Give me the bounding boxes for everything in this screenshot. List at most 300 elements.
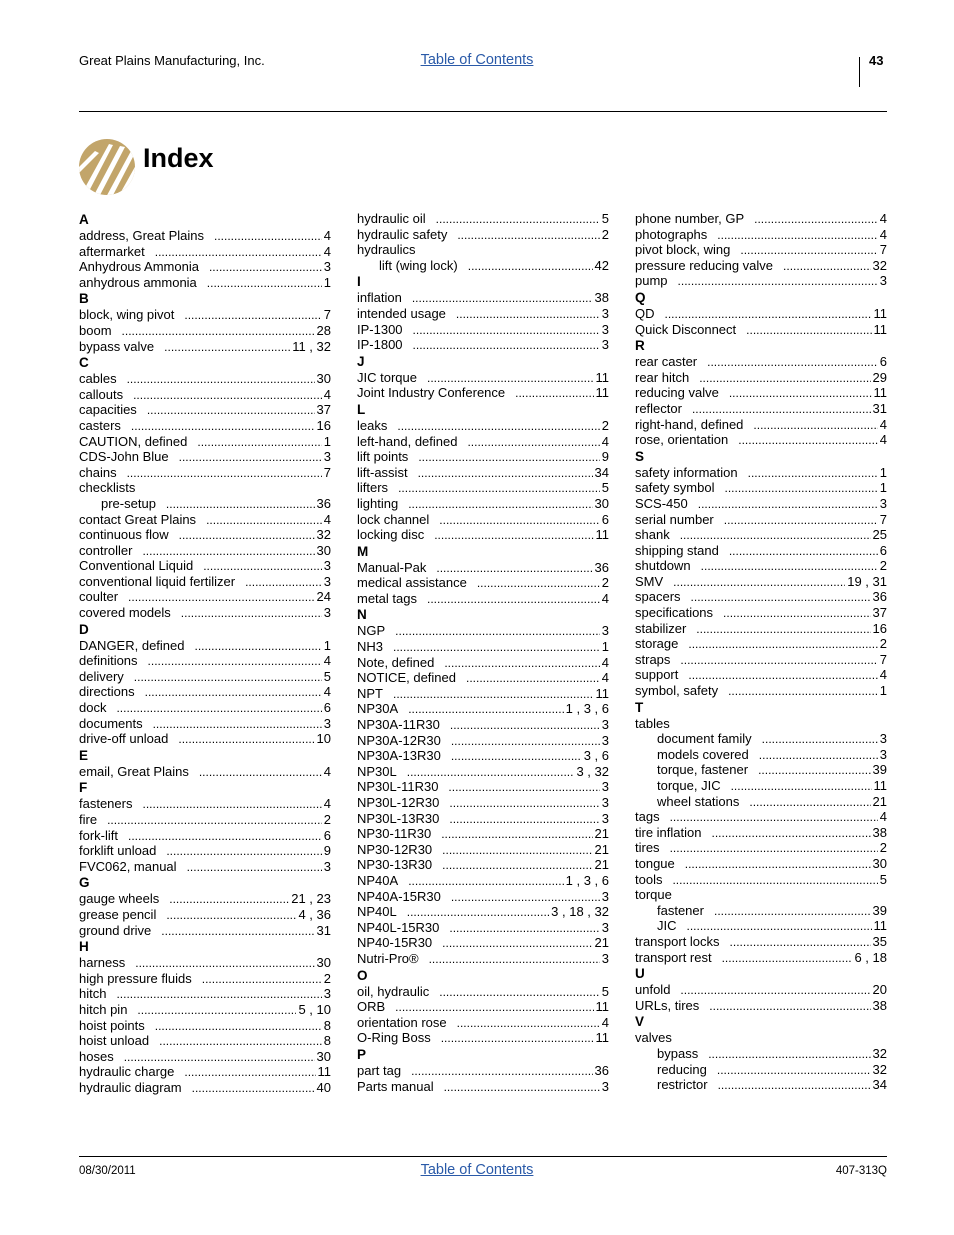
entry-page-numbers[interactable]: 7 [879,511,887,527]
entry-term: NP30A [357,701,399,717]
dot-leader [731,778,872,795]
entry-page-numbers[interactable]: 3 [601,732,609,748]
entry-page-numbers[interactable]: 37 [872,605,887,621]
entry-term: NP30A-11R30 [357,717,440,733]
entry-page-numbers[interactable]: 6 [601,511,609,527]
entry-page-numbers[interactable]: 4 [601,590,609,606]
section-letter: T [635,699,644,715]
section-letter: E [79,747,89,763]
index-entry [79,843,331,859]
entry-term: Parts manual [357,1078,434,1094]
entry-term: contact Great Plains [79,511,197,527]
section-letter: F [79,780,88,796]
entry-term: NP30L-12R30 [357,795,440,810]
entry-page-numbers[interactable]: 29 [872,369,887,385]
entry-page-numbers[interactable]: 11 [595,369,609,385]
dot-leader [128,589,315,606]
index-entry [635,809,887,825]
entry-page-numbers[interactable]: 3 [323,986,331,1002]
index-column-2 [357,211,609,1094]
entry-page-numbers[interactable]: 2 [601,226,609,242]
entry-page-numbers[interactable]: 2 [879,840,887,856]
entry-page-numbers[interactable]: 11 [595,527,609,543]
entry-term: NOTICE, defined [357,670,456,686]
index-entry [79,480,331,496]
entry-term: torque, JIC [657,778,721,793]
entry-page-numbers[interactable]: 3 [323,449,331,465]
entry-term: metal tags [357,590,417,606]
entry-term: NP30A-12R30 [357,732,441,748]
entry-term: checklists [79,480,136,496]
entry-term: pressure reducing valve [635,257,774,273]
entry-page-numbers[interactable]: 3 [601,321,609,337]
index-entry [357,748,609,764]
entry-term: ORB [357,999,386,1015]
dot-leader [436,560,592,577]
entry-page-numbers[interactable]: 36 [872,589,887,605]
dot-leader [436,211,600,228]
entry-page-numbers[interactable]: 7 [879,651,887,667]
entry-term: drive-off unload [79,731,169,747]
index-subentry [635,918,887,934]
entry-term: SMV [635,573,664,589]
entry-page-numbers[interactable]: 25 [872,527,887,543]
entry-page-numbers[interactable]: 11 [873,305,887,321]
dot-leader [665,306,872,323]
dot-leader [135,955,314,972]
dot-leader [442,857,592,874]
entry-term: callouts [79,386,124,402]
index-column-3 [635,211,887,1093]
company-name: Great Plains Manufacturing, Inc. [79,53,265,68]
entry-page-numbers[interactable]: 1 [323,433,331,449]
entry-page-numbers[interactable]: 32 [872,257,887,273]
entry-page-numbers[interactable]: 7 [323,464,331,480]
dot-leader [691,589,871,606]
entry-page-numbers[interactable]: 2 [323,970,331,986]
entry-page-numbers[interactable]: 4 [601,670,609,686]
entry-term: restrictor [657,1077,708,1093]
index-entry [635,417,887,433]
entry-page-numbers[interactable]: 11 [595,685,609,701]
entry-page-numbers[interactable]: 11 [873,385,887,401]
dot-leader [699,370,870,387]
dot-leader [450,717,600,734]
entry-page-numbers[interactable]: 1 [879,480,887,496]
entry-term: CAUTION, defined [79,433,188,449]
entry-page-numbers[interactable]: 35 [872,933,887,949]
entry-page-numbers[interactable]: 11 [595,999,609,1015]
entry-page-numbers[interactable]: 4 [879,211,887,226]
dot-leader [441,1030,594,1047]
index-entry [357,242,609,258]
dot-leader [418,449,599,466]
table-of-contents-link-top[interactable]: Table of Contents [420,52,534,68]
section-letter: R [635,338,645,354]
index-entry [357,1015,609,1031]
entry-page-numbers[interactable]: 7 [323,307,331,323]
entry-page-numbers[interactable]: 32 [316,527,331,543]
entry-page-numbers[interactable]: 3 [601,919,609,935]
dot-leader [155,244,322,261]
entry-page-numbers[interactable]: 3 [323,605,331,621]
entry-page-numbers[interactable]: 11 [595,385,609,401]
entry-page-numbers[interactable]: 4 [323,796,331,812]
entry-page-numbers[interactable]: 16 [316,417,331,433]
entry-page-numbers[interactable]: 3 [601,337,609,353]
entry-term: O-Ring Boss [357,1030,431,1046]
entry-page-numbers[interactable]: 3 [601,717,609,733]
entry-term: NP40L-15R30 [357,919,440,935]
entry-page-numbers[interactable]: 16 [872,620,887,636]
entry-term: cables [79,371,117,387]
entry-term: straps [635,651,671,667]
entry-page-numbers[interactable]: 5 [601,211,609,226]
dot-leader [448,779,599,796]
index-entry [635,258,887,274]
dot-leader [442,935,592,952]
entry-page-numbers[interactable]: 10 [316,731,331,747]
entry-page-numbers[interactable]: 4 [323,228,331,243]
entry-page-numbers[interactable]: 3 [601,795,609,810]
index-entry [635,354,887,370]
index-entry [635,306,887,322]
entry-term: wheel stations [657,793,740,809]
index-entry [635,856,887,872]
entry-page-numbers[interactable]: 4 [323,653,331,669]
entry-page-numbers[interactable]: 3 [601,888,609,904]
entry-page-numbers[interactable]: 2 [323,812,331,827]
entry-page-numbers[interactable]: 32 [872,1061,887,1077]
entry-page-numbers[interactable]: 6 , 18 [854,949,887,965]
dot-leader [728,683,878,700]
entry-page-numbers[interactable]: 3 [601,950,609,966]
index-entry [357,322,609,338]
index-entry [79,449,331,465]
entry-term: Nutri-Pro® [357,950,419,966]
entry-page-numbers[interactable]: 4 [323,386,331,402]
entry-page-numbers[interactable]: 4 [879,667,887,683]
entry-term: unfold [635,982,671,998]
entry-term: coulter [79,589,119,605]
entry-term: lighting [357,495,399,511]
dot-leader [427,370,594,387]
entry-page-numbers[interactable]: 2 [601,417,609,433]
entry-page-numbers[interactable]: 30 [594,495,609,511]
dot-leader [466,670,600,687]
entry-term: dock [79,700,107,716]
index-entry [79,228,331,244]
entry-page-numbers[interactable]: 21 [594,826,609,842]
dot-leader [724,480,877,497]
index-entry [635,683,887,699]
entry-page-numbers[interactable]: 5 [601,983,609,999]
entry-page-numbers[interactable]: 2 [879,636,887,652]
entry-term: fork-lift [79,827,118,843]
entry-term: JIC [657,918,677,934]
entry-page-numbers[interactable]: 2 [601,575,609,591]
entry-page-numbers[interactable]: 9 [323,843,331,859]
entry-page-numbers[interactable]: 6 [323,700,331,716]
entry-page-numbers[interactable]: 6 [879,354,887,370]
index-entry [357,701,609,717]
entry-term: NP40L [357,904,397,920]
entry-page-numbers[interactable]: 4 [601,433,609,449]
entry-page-numbers[interactable]: 37 [316,402,331,418]
index-entry [635,872,887,888]
entry-term: hoses [79,1048,114,1064]
entry-page-numbers[interactable]: 42 [594,257,609,273]
entry-page-numbers[interactable]: 4 [879,432,887,448]
entry-page-numbers[interactable]: 11 [873,918,887,934]
dot-leader [724,512,878,529]
entry-page-numbers[interactable]: 1 [323,637,331,653]
entry-page-numbers[interactable]: 4 [323,684,331,700]
dot-leader [199,764,322,781]
entry-page-numbers[interactable]: 11 , 32 [292,338,331,354]
entry-page-numbers[interactable]: 31 [872,400,887,416]
entry-page-numbers[interactable]: 3 [323,858,331,874]
entry-page-numbers[interactable]: 38 [594,290,609,306]
entry-page-numbers[interactable]: 3 [601,810,609,826]
entry-page-numbers[interactable]: 19 , 31 [847,573,887,589]
dot-leader [729,385,872,402]
entry-term: photographs [635,226,708,242]
dot-leader [413,322,600,339]
entry-page-numbers[interactable]: 3 [601,305,609,321]
dot-leader [442,842,592,859]
index-entry [357,465,609,481]
entry-page-numbers[interactable]: 32 [872,1045,887,1061]
dot-leader [444,655,599,672]
section-letter: N [357,607,367,623]
entry-term: intended usage [357,305,446,321]
entry-page-numbers[interactable]: 8 [323,1033,331,1049]
entry-page-numbers[interactable]: 3 [323,715,331,731]
dot-leader [754,211,878,228]
entry-page-numbers[interactable]: 39 [872,762,887,778]
entry-page-numbers[interactable]: 3 [879,746,887,762]
entry-page-numbers[interactable]: 7 [879,242,887,258]
entry-page-numbers[interactable]: 34 [594,464,609,480]
entry-page-numbers[interactable]: 3 [879,273,887,289]
entry-page-numbers[interactable]: 34 [872,1077,887,1093]
index-entry [79,275,331,291]
entry-page-numbers[interactable]: 5 [879,871,887,887]
dot-leader [680,527,871,544]
entry-page-numbers[interactable]: 21 , 23 [291,891,331,907]
entry-term: NP40-15R30 [357,935,433,951]
entry-page-numbers[interactable]: 30 [316,955,331,971]
entry-page-numbers[interactable]: 3 , 6 [583,748,609,764]
entry-page-numbers[interactable]: 20 [872,982,887,998]
dot-leader [673,574,845,591]
entry-page-numbers[interactable]: 4 [879,809,887,825]
index-entry [357,935,609,951]
entry-term: part tag [357,1062,402,1078]
dot-leader [456,306,600,323]
dot-leader [722,950,853,967]
entry-page-numbers[interactable]: 39 [872,902,887,918]
dot-leader [698,496,878,513]
entry-page-numbers[interactable]: 1 [879,464,887,480]
dot-leader [680,652,877,669]
entry-page-numbers[interactable]: 1 , 3 , 6 [565,701,609,717]
entry-page-numbers[interactable]: 11 [873,321,887,337]
index-entry [635,322,887,338]
entry-page-numbers[interactable]: 4 [323,243,331,259]
section-letter: D [79,621,89,637]
entry-page-numbers[interactable]: 1 [879,683,887,699]
entry-term: block, wing pivot [79,307,175,323]
dot-leader [408,496,592,513]
index-entry [635,1030,887,1046]
dot-leader [718,1077,871,1094]
header-rule [79,111,887,112]
dot-leader [412,290,593,307]
entry-term: bypass valve [79,338,155,354]
entry-page-numbers[interactable]: 4 , 36 [298,906,331,922]
index-entry [635,227,887,243]
entry-term: tables [635,715,670,731]
index-subentry [635,731,887,747]
index-entry [635,496,887,512]
index-entry [635,825,887,841]
entry-page-numbers[interactable]: 3 [601,1078,609,1094]
dot-leader [153,716,322,733]
entry-page-numbers[interactable]: 1 , 3 , 6 [565,872,609,888]
entry-page-numbers[interactable]: 30 [316,1048,331,1064]
entry-page-numbers[interactable]: 3 [879,731,887,747]
entry-page-numbers[interactable]: 24 [316,589,331,605]
index-entry [635,652,887,668]
section-letter: L [357,401,366,417]
entry-page-numbers[interactable]: 1 [601,639,609,655]
dot-leader [730,934,871,951]
entry-term: medical assistance [357,575,467,591]
entry-page-numbers[interactable]: 5 [601,480,609,496]
entry-page-numbers[interactable]: 3 [323,259,331,275]
entry-term: models covered [657,746,749,762]
dot-leader [680,982,870,999]
entry-page-numbers[interactable]: 30 [316,542,331,558]
dot-leader [209,259,322,276]
entry-page-numbers[interactable]: 8 [323,1017,331,1033]
entry-page-numbers[interactable]: 5 , 10 [298,1001,331,1017]
entry-page-numbers[interactable]: 6 [323,827,331,843]
entry-term: hydraulic oil [357,211,426,226]
dot-leader [740,242,877,259]
entry-page-numbers[interactable]: 11 [317,1064,331,1080]
entry-term: high pressure fluids [79,970,192,986]
entry-page-numbers[interactable]: 31 [316,922,331,938]
entry-term: NP30L-13R30 [357,810,440,826]
index-entry [79,1064,331,1080]
index-entry [357,527,609,543]
index-entry [79,923,331,939]
table-of-contents-link-bottom[interactable]: Table of Contents [420,1162,534,1178]
index-entry [357,1079,609,1095]
entry-page-numbers[interactable]: 1 [323,274,331,290]
dot-leader [783,258,871,275]
index-entry [635,982,887,998]
entry-page-numbers[interactable]: 6 [879,542,887,558]
entry-page-numbers[interactable]: 36 [316,495,331,511]
entry-page-numbers[interactable]: 4 [879,416,887,432]
entry-term: lock channel [357,511,430,527]
entry-term: Note, defined [357,654,435,670]
entry-page-numbers[interactable]: 9 [601,449,609,465]
entry-term: covered models [79,605,171,621]
entry-term: conventional liquid fertilizer [79,573,236,589]
entry-term: pump [635,273,668,289]
entry-page-numbers[interactable]: 30 [316,371,331,387]
entry-term: orientation rose [357,1014,447,1030]
index-entry [357,686,609,702]
entry-term: support [635,667,679,683]
entry-page-numbers[interactable]: 4 [601,1014,609,1030]
entry-term: casters [79,417,121,433]
dot-leader [142,796,321,813]
entry-term: aftermarket [79,243,145,259]
entry-page-numbers[interactable]: 2 [879,558,887,574]
entry-term: delivery [79,668,124,684]
entry-page-numbers[interactable]: 38 [872,824,887,840]
entry-term: valves [635,1030,672,1046]
entry-page-numbers[interactable]: 5 [323,668,331,684]
dot-leader [166,843,321,860]
entry-page-numbers[interactable]: 3 [601,623,609,639]
entry-term: Conventional Liquid [79,558,194,574]
entry-page-numbers[interactable]: 11 [873,778,887,793]
entry-page-numbers[interactable]: 3 , 32 [576,763,609,779]
entry-page-numbers[interactable]: 30 [872,855,887,871]
entry-page-numbers[interactable]: 36 [594,1062,609,1078]
entry-term: fasteners [79,796,133,812]
dot-leader [245,574,322,591]
dot-leader [161,923,314,940]
dot-leader [701,558,878,575]
entry-page-numbers[interactable]: 4 [323,511,331,527]
entry-page-numbers[interactable]: 3 , 18 , 32 [551,904,609,920]
dot-leader [758,762,870,779]
entry-term: hydraulic charge [79,1064,175,1080]
dot-leader [759,747,878,764]
entry-page-numbers[interactable]: 3 [601,779,609,795]
entry-page-numbers[interactable]: 21 [594,935,609,951]
entry-page-numbers[interactable]: 4 [879,226,887,242]
entry-page-numbers[interactable]: 4 [323,763,331,779]
entry-term: fire [79,812,98,827]
entry-page-numbers[interactable]: 21 [594,857,609,873]
entry-page-numbers[interactable]: 21 [872,793,887,809]
entry-page-numbers[interactable]: 36 [594,559,609,575]
entry-page-numbers[interactable]: 4 [601,654,609,670]
entry-term: SCS-450 [635,495,688,511]
entry-page-numbers[interactable]: 21 [594,841,609,857]
entry-page-numbers[interactable]: 28 [316,322,331,338]
entry-term: leaks [357,417,388,433]
entry-page-numbers[interactable]: 3 [323,558,331,574]
entry-page-numbers[interactable]: 40 [316,1079,331,1095]
entry-page-numbers[interactable]: 38 [872,997,887,1013]
entry-page-numbers[interactable]: 11 [595,1030,609,1046]
entry-page-numbers[interactable]: 3 [323,573,331,589]
dot-leader [166,496,315,513]
index-entry [79,1049,331,1065]
index-entry [79,796,331,812]
entry-page-numbers[interactable]: 3 [879,495,887,511]
